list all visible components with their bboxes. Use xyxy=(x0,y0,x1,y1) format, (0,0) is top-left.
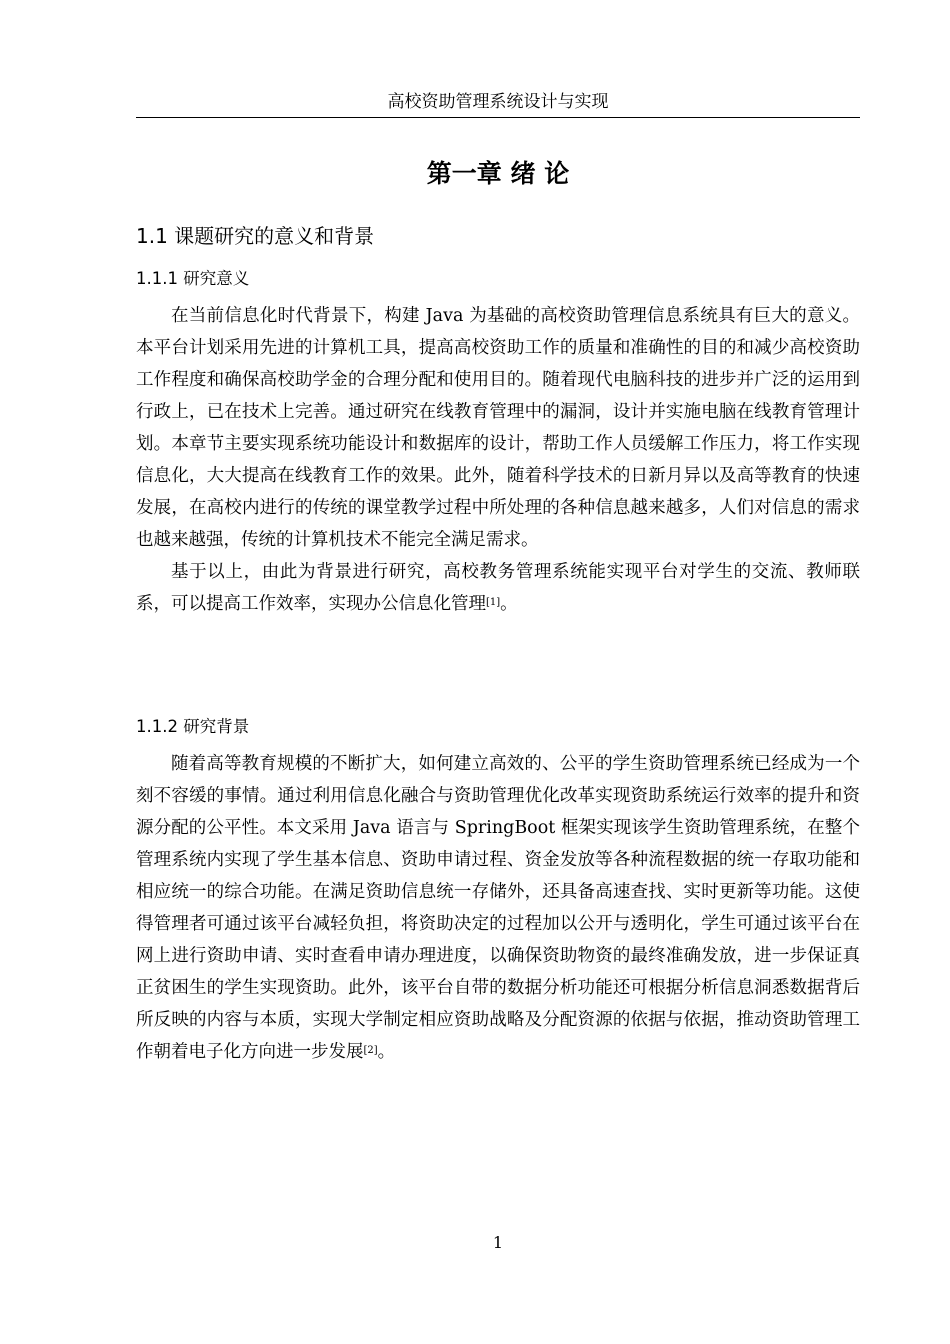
paragraph xyxy=(136,300,860,556)
section-heading: 1.1 课题研究的意义和背景 xyxy=(136,224,375,248)
header-rule xyxy=(136,117,860,118)
citation-ref: [1] xyxy=(486,597,501,608)
paragraph-text: 在当前信息化时代背景下，构建 Java 为基础的高校资助管理信息系统具有巨大的意义。本平台计划采用先进的计算机工具，提高高校资助工作的质量和准确性的目的和减少高校资助工作程度和确保高校助学金的合理分配和使用目的。随着现代电脑科技的进步并广泛的运用到行政上，已在技术上完善。通过研究在线教育管理中的漏洞，设计并实施电脑在线教育管理计划。本章节主要实现系统功能设计和数据库的设计，帮助工作人员缓解工作压力，将工作实现信息化，大大提高在线教育工作的效果。此外，随着科学技术的日新月异以及高等教育的快速发展，在高校内进行的传统的课堂教学过程中所处理的各种信息越来越多，人们对信息的需求也越来越强，传统的计算机技术不能完全满足需求。 xyxy=(136,306,860,550)
paragraph xyxy=(136,556,860,620)
subsection-heading-background: 1.1.2 研究背景 xyxy=(136,717,250,736)
paragraph-tail: 。 xyxy=(377,1042,396,1062)
page-number: 1 xyxy=(492,1233,504,1252)
significance-body xyxy=(136,300,860,620)
paragraph-text: 基于以上，由此为背景进行研究，高校教务管理系统能实现平台对学生的交流、教师联系，可以提高工作效率，实现办公信息化管理 xyxy=(136,562,860,614)
chapter-title: 第一章 绪 论 xyxy=(426,159,570,188)
background-body xyxy=(136,748,860,1068)
citation-ref: [2] xyxy=(363,1045,378,1056)
paragraph xyxy=(136,748,860,1068)
paragraph-tail: 。 xyxy=(500,594,518,614)
subsection-heading-significance: 1.1.1 研究意义 xyxy=(136,269,250,288)
paragraph-text: 随着高等教育规模的不断扩大，如何建立高效的、公平的学生资助管理系统已经成为一个刻不容缓的事情。通过利用信息化融合与资助管理优化改革实现资助系统运行效率的提升和资源分配的公平性。本文采用 Java 语言与 SpringBoot 框架实现该学生资助管理系统，在整个管理系统内实现了学生基本信息、资助申请过程、资金发放等各种流程数据的统一存取功能和相应统一的综合功能。在满足资助信息统一存储外，还具备高速查找、实时更新等功能。这使得管理者可通过该平台减轻负担，将资助决定的过程加以公开与透明化，学生可通过该平台在网上进行资助申请、实时查看申请办理进度，以确保资助物资的最终准确发放，进一步保证真正贫困生的学生实现资助。此外，该平台自带的数据分析功能还可根据分析信息洞悉数据背后所反映的内容与本质，实现大学制定相应资助战略及分配资源的依据与依据，推动资助管理工作朝着电子化方向进一步发展 xyxy=(136,754,860,1062)
running-header: 高校资助管理系统设计与实现 xyxy=(387,92,609,112)
